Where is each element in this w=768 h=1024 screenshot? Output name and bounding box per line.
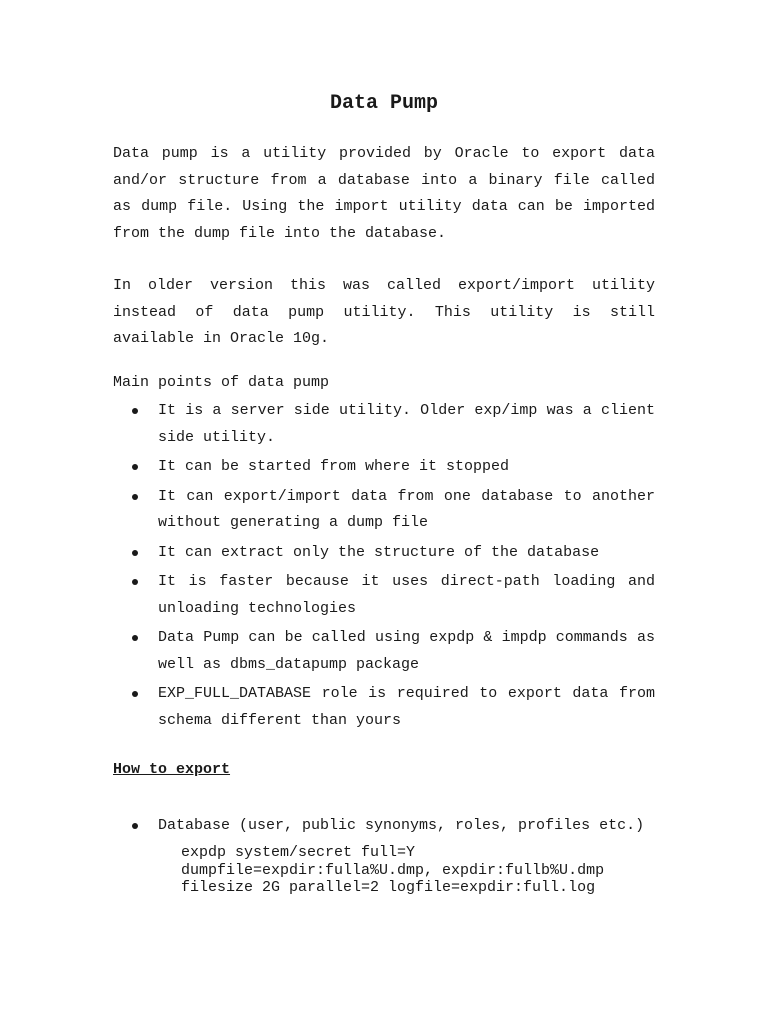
code-line: expdp system/secret full=Y [181,844,416,861]
bullet-icon [132,635,138,641]
main-points-intro: Main points of data pump [113,374,330,391]
list-item-text: It can extract only the structure of the database [158,543,600,561]
list-item-text: It can export/import data from one database to another without generating a dump file [158,487,655,531]
list-item [113,540,655,567]
section-heading-how-to-export: How to export [113,761,231,778]
bullet-icon [132,408,138,414]
history-paragraph: In older version this was called export/import utility instead of data pump utility. This utility is still available in Oracle 10g. [113,277,655,347]
bullet-icon [132,464,138,470]
bullet-icon [132,823,138,829]
code-block [181,844,681,897]
code-line: filesize 2G parallel=2 logfile=expdir:full.log [181,879,596,896]
intro-paragraph: Data pump is a utility provided by Oracle to export data and/or structure from a database into a binary file called as dump file. Using the import utility data can be imported from the dump file into the database. [113,145,655,242]
list-item [113,398,655,451]
list-item [113,813,655,839]
list-item-text: EXP_FULL_DATABASE role is required to export data from schema different than yours [158,685,655,729]
main-points-list [113,398,655,737]
bullet-icon [132,579,138,585]
list-item [113,681,655,734]
list-item [113,454,655,481]
code-line: dumpfile=expdir:fulla%U.dmp, expdir:fullb%U.dmp [181,861,605,879]
export-list [113,813,655,839]
list-item-text: It can be started from where it stopped [158,458,510,475]
list-item [113,569,655,622]
bullet-icon [132,494,138,500]
list-item-text: It is faster because it uses direct-path loading and unloading technologies [158,573,655,617]
list-item-text: It is a server side utility. Older exp/imp was a client side utility. [158,402,655,446]
page-title: Data Pump [329,92,439,115]
bullet-icon [132,691,138,697]
list-item [113,484,655,537]
bullet-icon [132,550,138,556]
list-item-text: Data Pump can be called using expdp & impdp commands as well as dbms_datapump package [158,629,655,673]
list-item-text: Database (user, public synonyms, roles, profiles etc.) [158,817,645,834]
list-item [113,625,655,678]
